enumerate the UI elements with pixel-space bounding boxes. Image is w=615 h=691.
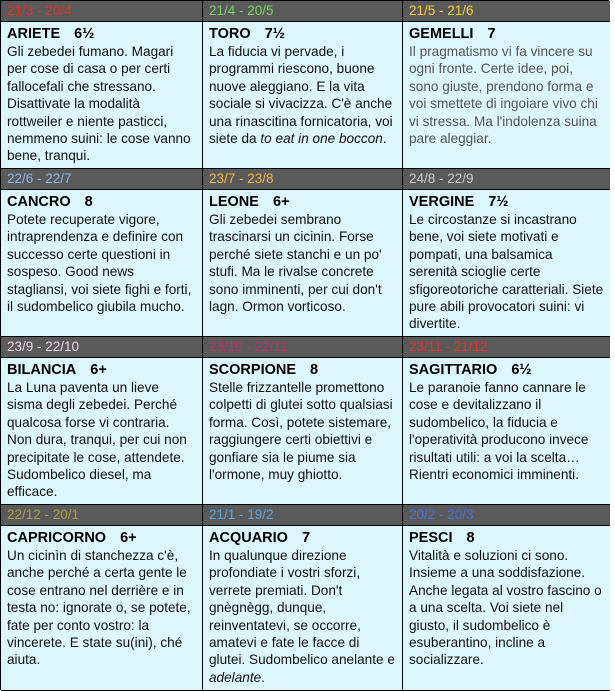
sign-text-main: In qualunque direzione profondiate i vostri sforzi, verrete premiati. Don't gnègnègg, dunque, reinventatevi, se occorre, amatevi e fate le facce di glutei. Sudombelico anelante e <box>209 548 395 668</box>
sign-cell-bilancia <box>1 358 203 505</box>
date-cancro: 22/6 - 22/7 <box>1 169 203 190</box>
sign-heading <box>409 361 604 379</box>
sign-text: Le circostanze si incastrano bene, voi siete motivati e pompati, una balsamica serenità scioglie certe sfigoreotoriche caratteriali. Siete pure abili provocatori suini: vi divertite. <box>409 212 604 332</box>
sign-heading <box>7 529 196 547</box>
sign-heading <box>7 193 196 211</box>
date-vergine: 24/8 - 22/9 <box>403 169 610 190</box>
sign-vote: 6+ <box>120 530 137 546</box>
sign-heading <box>209 193 396 211</box>
sign-cell-gemelli <box>403 22 610 169</box>
sign-vote: 8 <box>84 194 93 210</box>
sign-name: ACQUARIO <box>209 530 288 546</box>
sign-vote: 8 <box>466 530 475 546</box>
sign-cell-vergine <box>403 190 610 337</box>
sign-vote: 8 <box>310 362 319 378</box>
date-leone: 23/7 - 23/8 <box>203 169 403 190</box>
sign-vote: 7 <box>301 530 311 546</box>
sign-name: TORO <box>209 26 251 42</box>
sign-name: CANCRO <box>7 194 71 210</box>
sign-vote: 6+ <box>272 194 290 210</box>
sign-heading <box>409 529 604 547</box>
sign-heading <box>7 361 196 379</box>
sign-name: GEMELLI <box>409 26 474 42</box>
sign-name: ARIETE <box>7 26 61 42</box>
sign-text-main: La fiducia vi pervade, i programmi riescono, buone nuove aleggiano. E la vita sociale si vivacizza. C'è anche una rinascitina fornicatoria, voi siete da <box>209 44 393 147</box>
sign-text: Potete recuperate vigore, intraprendenza e definire con successo certe questioni in sospeso. Good news stagliansi, voi siete fighi e forti, il sudombelico giubila mucho. <box>7 212 192 315</box>
sign-name: VERGINE <box>409 194 475 210</box>
date-bilancia: 23/9 - 22/10 <box>1 337 203 358</box>
sign-cell-pesci <box>403 526 610 691</box>
sign-cell-acquario <box>203 526 403 691</box>
sign-cell-leone <box>203 190 403 337</box>
date-acquario: 21/1 - 19/2 <box>203 505 403 526</box>
sign-heading <box>209 25 396 43</box>
sign-heading <box>409 25 604 43</box>
sign-text: Il pragmatismo vi fa vincere su ogni fronte. Certe idee, poi, sono giuste, prendono forma e voi smettete di ingoiare vivo chi vi stressa. Ma l'indolenza suina pare aleggiar. <box>409 44 598 147</box>
date-ariete: 21/3 - 20/4 <box>1 1 203 22</box>
date-pesci: 20/2 - 20/3 <box>403 505 610 526</box>
sign-vote: 6½ <box>511 362 532 378</box>
sign-heading <box>7 25 196 43</box>
sign-cell-sagittario <box>403 358 610 505</box>
sign-heading <box>409 193 604 211</box>
date-toro: 21/4 - 20/5 <box>203 1 403 22</box>
date-sagittario: 23/11 - 21/12 <box>403 337 610 358</box>
sign-vote: 7½ <box>488 194 509 210</box>
sign-text: La Luna paventa un lieve sisma degli zebedei. Perché qualcosa forse vi contraria. Non dura, tranqui, per cui non precipitate le cose, attendete. Sudombelico diesel, ma efficace. <box>7 380 187 500</box>
sign-text: Gli zebedei sembrano trascinarsi un cicinin. Forse perché siete stanchi e un po' stufi. Ma le rivalse concrete sono imminenti, per cui don't lagn. Ormon vorticoso. <box>209 212 382 315</box>
date-capricorno: 22/12 - 20/1 <box>1 505 203 526</box>
sign-cell-capricorno <box>1 526 203 691</box>
sign-vote: 6½ <box>74 26 95 42</box>
sign-vote: 7½ <box>264 26 285 42</box>
sign-name: LEONE <box>209 194 259 210</box>
sign-cell-scorpione <box>203 358 403 505</box>
sign-text: Vitalità e soluzioni ci sono. Insieme a una soddisfazione. Anche legata al vostro fascino o a una scelta. Voi siete nel giusto, il sudombelico è esuberantino, incline a socializzare. <box>409 548 602 668</box>
sign-text: Un cicinìn di stanchezza c'è, anche perché a certa gente le cose entrano nel derrière e in testa no: ignorate o, se potete, fate per conto vostro: la vincerete. E state su(ini), ché aiuta. <box>7 548 191 668</box>
sign-heading <box>209 529 396 547</box>
sign-text-end: . <box>261 669 265 685</box>
date-scorpione: 23/10 - 22/11 <box>203 337 403 358</box>
sign-cell-toro <box>203 22 403 169</box>
sign-name: SAGITTARIO <box>409 362 498 378</box>
sign-cell-ariete <box>1 22 203 169</box>
sign-cell-cancro <box>1 190 203 337</box>
sign-name: PESCI <box>409 530 453 546</box>
sign-name: BILANCIA <box>7 362 77 378</box>
sign-text-italic: adelante <box>209 669 262 685</box>
date-gemelli: 21/5 - 21/6 <box>403 1 610 22</box>
sign-vote: 6+ <box>90 362 107 378</box>
sign-text: Gli zebedei fumano. Magari per cose di casa o per certi fallocefali che stressano. Disattivate la modalità rottweiler e niente pasticci, nemmeno suini: le cose vanno bene, tranqui. <box>7 44 191 164</box>
sign-text-italic: to eat in one boccon <box>260 131 383 147</box>
sign-text <box>209 43 396 147</box>
sign-name: CAPRICORNO <box>7 530 107 546</box>
sign-text: Stelle frizzantelle promettono colpetti di glutei sotto qualsiasi forma. Così, potete sistemare, raggiungere certi obiettivi e gonfiare sia le piume sia l'ormone, muy ghiotto. <box>209 380 393 483</box>
sign-text-end: . <box>382 131 387 147</box>
sign-vote: 7 <box>487 26 496 42</box>
sign-heading <box>209 361 396 379</box>
sign-text: Le paranoie fanno cannare le cose e devitalizzano il sudombelico, la fiducia e l'operatività producono invece risultati utili: a voi la scelta… Rientri economici imminenti. <box>409 380 589 483</box>
sign-name: SCORPIONE <box>209 362 297 378</box>
sign-text <box>209 547 396 686</box>
